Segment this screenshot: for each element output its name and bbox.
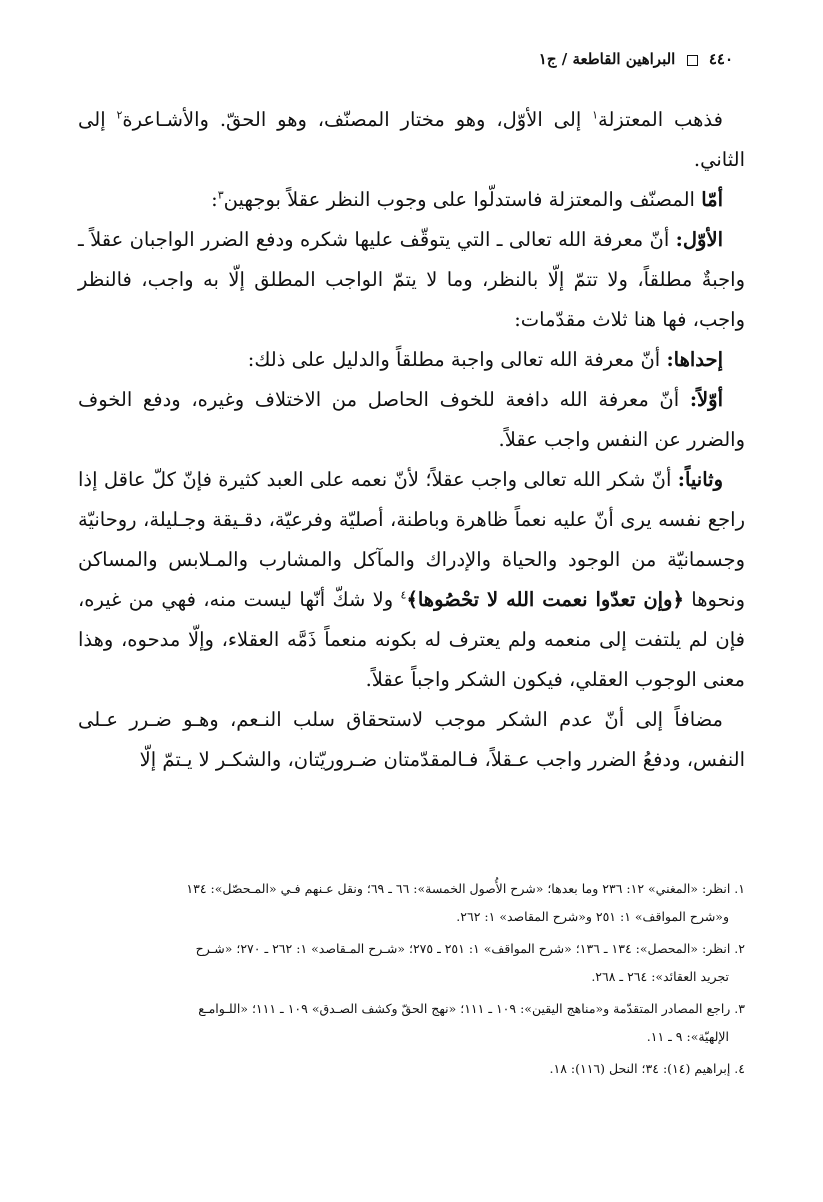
bold-lead: أوّلاً: [689,388,723,411]
footnote-4 [78,1055,745,1083]
footnote-3 [78,995,745,1051]
text-run: المصنّف والمعتزلة فاستدلّوا على وجوب النظر عقلاً بوجهين [223,188,702,211]
text-run: : [211,188,218,211]
main-text [78,100,745,780]
bold-lead: وثانياً: [677,468,723,491]
footnote-line: تجريد العقائد»: ٢٦٤ ـ ٢٦٨. [591,969,729,984]
text-run: أنّ معرفة الله تعالى ـ التي يتوقّف عليها شكره ودفع الضرر الواجبان عقلاً ـ واجبةٌ مطلقاً، ولا تتمّ إلّا بالنظر، وما لا يتمّ الواجب المطلق إلّا به واجب، فالنظر واجب، فها هنا ثلاث مقدّمات: [78,228,745,331]
footnote-line: ٣. راجع المصادر المتقدّمة و«مناهج اليقين»: ١٠٩ ـ ١١١؛ «نهج الحقّ وكشف الصـدق» ١٠٩ ـ ١١١؛ «اللـوامـع [198,1001,745,1016]
bold-lead: الأوّل: [675,228,723,251]
footnote-line: ٤. إبراهيم (١٤): ٣٤؛ النحل (١١٦): ١٨. [549,1061,745,1076]
page-number: ٤٤٠ [708,50,733,68]
square-ornament-icon [687,55,698,66]
footnote-line: ٢. انظر: «المحصل»: ١٣٤ ـ ١٣٦؛ «شرح المواقف» ١: ٢٥١ ـ ٢٧٥؛ «شـرح المـقاصد» ١: ٢٦٢ ـ ٢٧٠؛ «شـرح [195,941,745,956]
text-run: أنّ معرفة الله تعالى واجبة مطلقاً والدليل على ذلك: [247,348,667,371]
text-run: إلى الثاني. [78,108,745,171]
paragraph-1 [78,100,745,180]
footnote-1 [78,875,745,931]
text-run: مضافاً إلى أنّ عدم الشكر موجب لاستحقاق سلب النـعم، وهـو ضـرر عـلى النفس، ودفعُ الضرر واجب عـقلاً، فـالمقدّمتان ضـروريّتان، والشكـر لا يـتمّ إلّا [78,708,745,771]
paragraph-2 [78,180,745,220]
text-run: أنّ شكر الله تعالى واجب عقلاً؛ لأنّ نعمه على العبد كثيرة فإنّ كلّ عاقل إذا راجع نفسه يرى أنّ عليه نعماً ظاهرة وباطنة، أصليّة وفرعيّة، دقـيقة وجـليلة، روحانيّة وجسمانيّة من الوجود والحياة والإدراك والمآكل والمشارب والمـلابس والمساكن ونحوها [78,468,745,611]
paragraph-3 [78,220,745,340]
running-header [90,48,733,70]
bold-lead: أمّا [701,188,723,211]
text-run: أنّ معرفة الله دافعة للخوف الحاصل من الاختلاف وغيره، ودفع الخوف والضرر عن النفس واجب عقلاً. [78,388,745,451]
paragraph-7 [78,700,745,780]
footnote-line: ١. انظر: «المغني» ١٢: ٢٣٦ وما بعدها؛ «شرح الأُصول الخمسة»: ٦٦ ـ ٦٩؛ ونقل عـنهم فـي «المـحصّل»: ١٣٤ [186,881,745,896]
text-run: ولا شكّ أنّها ليست منه، فهي من غيره، فإن لم يلتفت إلى منعمه ولم يعترف له بكونه منعماً ذَمَّه العقلاء، وإلّا مدحوه، وهذا معنى الوجوب العقلي، فيكون الشكر واجباً عقلاً. [78,588,745,691]
footnote-line: و«شرح المواقف» ١: ٢٥١ و«شرح المقاصد» ١: ٢٦٢. [456,909,729,924]
text-run: فذهب المعتزلة [598,108,723,131]
text-run: إلى الأوّل، وهو مختار المصنّف، وهو الحقّ. والأشـاعرة [122,108,593,131]
footnote-ref-1: ١ [592,108,599,122]
footnote-ref-2: ٢ [116,108,123,122]
footnote-ref-3: ٣ [217,188,224,202]
footnote-ref-4: ٤ [400,588,407,602]
paragraph-5 [78,380,745,460]
bold-lead: إحداها: [666,348,723,371]
running-title: البراهين القاطعة / ج١ [538,50,676,68]
quran-verse: ﴿وإن تعدّوا نعمت الله لا تحْصُوها﴾ [406,588,684,611]
paragraph-4 [78,340,745,380]
footnotes [78,875,745,1087]
footnote-line: الإلهيّة»: ٩ ـ ١١. [646,1029,729,1044]
paragraph-6 [78,460,745,700]
footnote-2 [78,935,745,991]
